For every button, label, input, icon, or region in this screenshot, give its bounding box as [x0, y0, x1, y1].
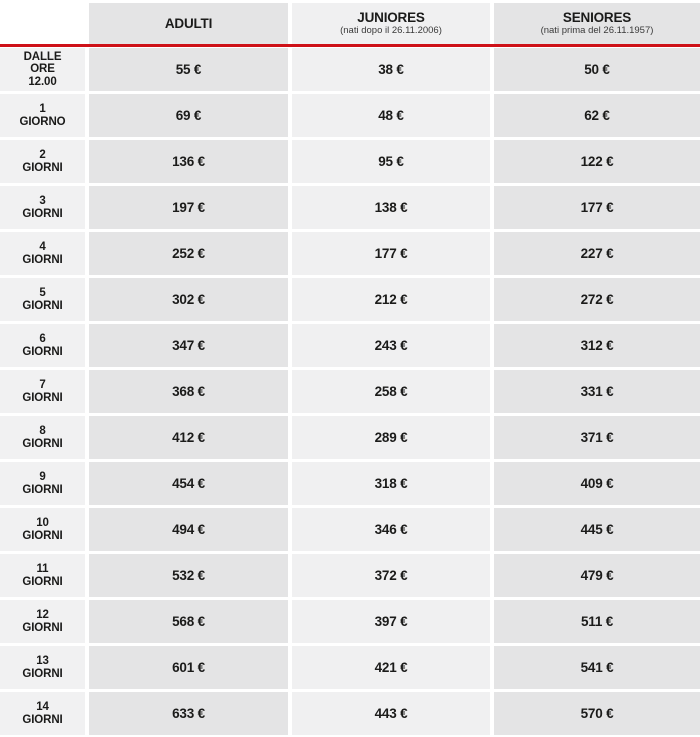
price-cell-juniores: 289 €: [292, 416, 490, 459]
table-body: [0, 48, 700, 735]
price-cell-seniores: 445 €: [494, 508, 700, 551]
price-cell-adulti: 197 €: [89, 186, 288, 229]
period-cell: 1 GIORNO: [0, 94, 85, 137]
period-cell: 2 GIORNI: [0, 140, 85, 183]
price-cell-adulti: 601 €: [89, 646, 288, 689]
period-cell: 10 GIORNI: [0, 508, 85, 551]
price-cell-adulti: 368 €: [89, 370, 288, 413]
price-cell-juniores: 38 €: [292, 48, 490, 91]
price-cell-juniores: 177 €: [292, 232, 490, 275]
price-cell-seniores: 479 €: [494, 554, 700, 597]
price-cell-seniores: 62 €: [494, 94, 700, 137]
red-divider: [0, 44, 700, 47]
period-cell: 12 GIORNI: [0, 600, 85, 643]
period-cell: 3 GIORNI: [0, 186, 85, 229]
price-cell-juniores: 346 €: [292, 508, 490, 551]
price-cell-juniores: 421 €: [292, 646, 490, 689]
price-cell-seniores: 570 €: [494, 692, 700, 735]
period-cell: 13 GIORNI: [0, 646, 85, 689]
price-cell-seniores: 312 €: [494, 324, 700, 367]
price-cell-adulti: 302 €: [89, 278, 288, 321]
price-cell-juniores: 48 €: [292, 94, 490, 137]
price-cell-seniores: 409 €: [494, 462, 700, 505]
price-cell-adulti: 412 €: [89, 416, 288, 459]
price-cell-juniores: 443 €: [292, 692, 490, 735]
price-cell-adulti: 252 €: [89, 232, 288, 275]
price-cell-seniores: 511 €: [494, 600, 700, 643]
header-corner-cell: [0, 3, 85, 44]
price-cell-juniores: 258 €: [292, 370, 490, 413]
price-cell-seniores: 177 €: [494, 186, 700, 229]
period-cell: 4 GIORNI: [0, 232, 85, 275]
price-cell-adulti: 633 €: [89, 692, 288, 735]
price-cell-adulti: 568 €: [89, 600, 288, 643]
price-cell-adulti: 347 €: [89, 324, 288, 367]
header-seniores: [494, 3, 700, 44]
period-cell: 8 GIORNI: [0, 416, 85, 459]
period-cell: 9 GIORNI: [0, 462, 85, 505]
price-cell-juniores: 95 €: [292, 140, 490, 183]
price-cell-adulti: 494 €: [89, 508, 288, 551]
header-adulti: [89, 3, 288, 44]
header-seniores-sublabel: (nati prima del 26.11.1957): [540, 25, 654, 36]
price-cell-juniores: 138 €: [292, 186, 490, 229]
period-cell: 7 GIORNI: [0, 370, 85, 413]
period-cell: 6 GIORNI: [0, 324, 85, 367]
header-adulti-label: ADULTI: [164, 16, 213, 31]
header-juniores: [292, 3, 490, 44]
price-cell-juniores: 243 €: [292, 324, 490, 367]
table-header: [0, 0, 700, 44]
price-cell-seniores: 122 €: [494, 140, 700, 183]
price-cell-seniores: 50 €: [494, 48, 700, 91]
period-cell: DALLE ORE 12.00: [0, 48, 85, 91]
price-cell-adulti: 55 €: [89, 48, 288, 91]
price-cell-juniores: 397 €: [292, 600, 490, 643]
header-juniores-label: JUNIORES: [357, 10, 425, 25]
header-juniores-sublabel: (nati dopo il 26.11.2006): [340, 25, 442, 36]
price-cell-juniores: 212 €: [292, 278, 490, 321]
price-cell-adulti: 532 €: [89, 554, 288, 597]
price-cell-seniores: 371 €: [494, 416, 700, 459]
price-cell-juniores: 318 €: [292, 462, 490, 505]
price-cell-juniores: 372 €: [292, 554, 490, 597]
price-cell-seniores: 227 €: [494, 232, 700, 275]
price-cell-seniores: 331 €: [494, 370, 700, 413]
period-cell: 11 GIORNI: [0, 554, 85, 597]
period-cell: 5 GIORNI: [0, 278, 85, 321]
price-cell-adulti: 136 €: [89, 140, 288, 183]
price-cell-seniores: 272 €: [494, 278, 700, 321]
period-cell: 14 GIORNI: [0, 692, 85, 735]
price-cell-adulti: 69 €: [89, 94, 288, 137]
price-cell-seniores: 541 €: [494, 646, 700, 689]
price-cell-adulti: 454 €: [89, 462, 288, 505]
header-seniores-label: SENIORES: [562, 10, 632, 25]
